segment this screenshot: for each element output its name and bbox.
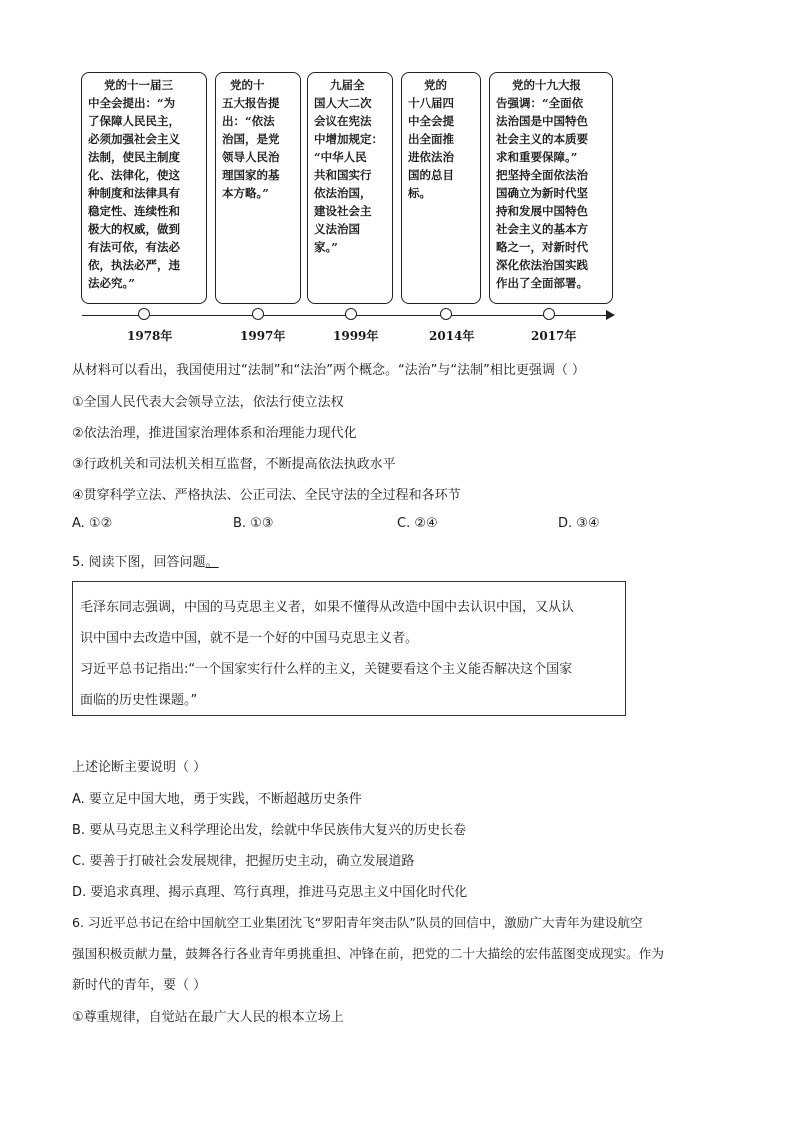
q4-stem: 从材料可以看出，我国使用过“法制”和“法治”两个概念。“法治”与“法制”相比更强调（ ）: [72, 363, 586, 378]
timeline-box-1999: 九届全 国人大二次 会议在宪法 中增加规定： “中华人民 共和国实行 依法治国， 建设社会主 义法治国 家。”: [307, 72, 393, 304]
q5-option-d[interactable]: D. 要追求真理、揭示真理、笃行真理，推进马克思主义中国化时代化: [72, 885, 468, 900]
timeline-node-1999: [345, 308, 357, 320]
q5-stem: [72, 551, 219, 570]
q5-stem-dot: 。: [205, 555, 219, 570]
timeline-year-2014: 2014年: [429, 329, 475, 343]
q4-option-c[interactable]: C. ②④: [397, 516, 438, 531]
timeline-node-2017: [543, 308, 555, 320]
timeline-year-1997: 1997年: [240, 329, 286, 343]
timeline-arrow-icon: [606, 310, 615, 320]
q5-question: 上述论断主要说明（ ）: [72, 760, 207, 775]
timeline-node-1997: [252, 308, 264, 320]
timeline-box-2014: 党的 十八届四 中全会提 出全面推 进依法治 国的总目 标。: [401, 72, 481, 304]
q4-option-d[interactable]: D. ③④: [558, 516, 600, 531]
q5-stem-text: 5. 阅读下图，回答问题: [72, 555, 206, 570]
timeline-box-1978: 党的十一届三 中全会提出：“为 了保障人民民主， 必须加强社会主义 法制，使民主制度 化、法律化，使这 种制度和法律具有 稳定性、连续性和 极大的权威，做到 有法可依，有法必 依，执法必严，违 法必究。”: [81, 72, 207, 304]
q4-option-b[interactable]: B. ①③: [233, 516, 274, 531]
q6-stem-line-3: 新时代的青年，要（ ）: [72, 978, 207, 993]
q4-item-3: ③行政机关和司法机关相互监督，不断提高依法执政水平: [72, 457, 396, 472]
q6-item-1: ①尊重规律，自觉站在最广大人民的根本立场上: [72, 1010, 344, 1025]
timeline-box-1997: 党的十 五大报告提 出：“依法 治国，是党 领导人民治 理国家的基 本方略。”: [215, 72, 301, 304]
q4-option-a[interactable]: A. ①②: [72, 516, 113, 531]
timeline-box-2017: 党的十九大报 告强调：“全面依 法治国是中国特色 社会主义的本质要 求和重要保障。” 把坚持全面依法治 国确立为新时代坚 持和发展中国特色 社会主义的基本方 略之一，对新时代 深化依法治国实践 作出了全面部署。: [489, 72, 613, 304]
q5-option-b[interactable]: B. 要从马克思主义科学理论出发，绘就中华民族伟大复兴的历史长卷: [72, 823, 467, 838]
q6-stem-line-1: 6. 习近平总书记在给中国航空工业集团沈飞“罗阳青年突击队”队员的回信中，激励广大青年为建设航空: [72, 915, 643, 930]
timeline-year-1978: 1978年: [127, 329, 173, 343]
q5-quote-line-2: 识中国中去改造中国，就不是一个好的中国马克思主义者。: [80, 631, 419, 646]
timeline-year-2017: 2017年: [531, 329, 577, 343]
q4-item-1: ①全国人民代表大会领导立法，依法行使立法权: [72, 395, 344, 410]
timeline-node-1978: [138, 308, 150, 320]
q5-quote-line-3: 习近平总书记指出:“一个国家实行什么样的主义，关键要看这个主义能否解决这个国家: [80, 662, 573, 677]
q5-option-c[interactable]: C. 要善于打破社会发展规律，把握历史主动，确立发展道路: [72, 854, 415, 869]
q5-quote-line-1: 毛泽东同志强调，中国的马克思主义者，如果不懂得从改造中国中去认识中国，又从认: [80, 600, 575, 615]
q6-stem-line-2: 强国积极贡献力量，鼓舞各行各业青年勇挑重担、冲锋在前，把党的二十大描绘的宏伟蓝图变成现实。作为: [72, 946, 664, 961]
timeline-node-2014: [440, 308, 452, 320]
q5-option-a[interactable]: A. 要立足中国大地，勇于实践，不断超越历史条件: [72, 792, 362, 807]
q4-item-2: ②依法治理，推进国家治理体系和治理能力现代化: [72, 426, 357, 441]
timeline-year-1999: 1999年: [333, 329, 379, 343]
q4-item-4: ④贯穿科学立法、严格执法、公正司法、全民守法的全过程和各环节: [72, 488, 461, 503]
q5-quote-line-4: 面临的历史性课题。”: [80, 693, 198, 708]
